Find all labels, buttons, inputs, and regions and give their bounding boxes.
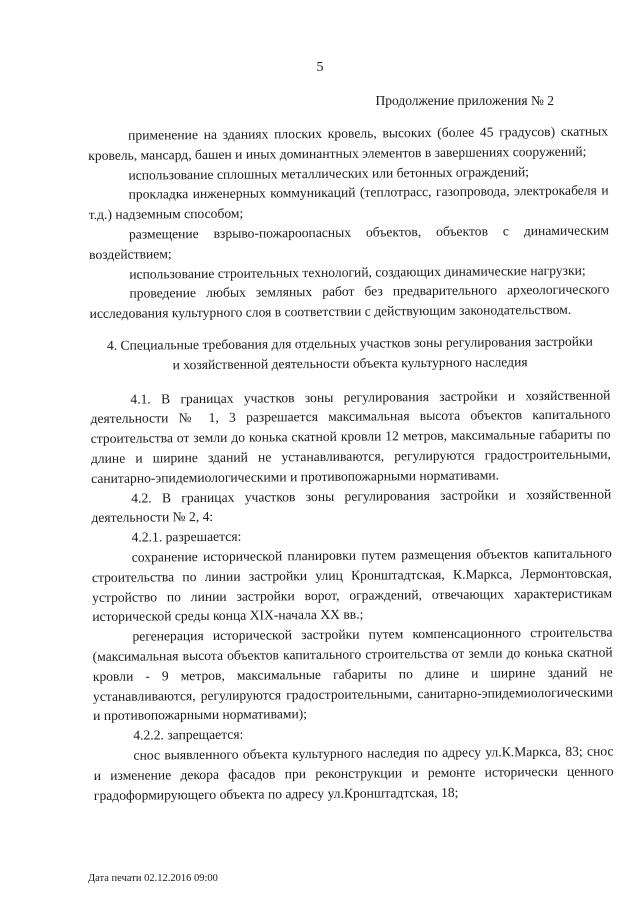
document-body (88, 121, 614, 805)
continuation-label: Продолжение приложения № 2 (375, 93, 554, 108)
paragraph: прокладка инженерных коммуникаций (теплотрасс, газопровода, электрокабеля и т.д.) надземным способом; (88, 182, 609, 223)
paragraph: 4.2. В границах участков зоны регулирования застройки и хозяйственной деятельности № 2, 4: (91, 485, 612, 526)
paragraph: размещение взрыво-пожароопасных объектов, объектов с динамическим воздействием; (89, 222, 609, 262)
paragraph: регенерация исторической застройки путем компенсационного строительства (максимальная высота объектов капитального строительства от земли до конька скатной кровли - 9 метров, максимальные габариты по длине и ширине зданий не устанавливаются, регулируются градостроительными, санитарно-эпидемиологическими и противопожарными нормативами); (92, 624, 614, 724)
paragraph: использование строительных технологий, создающих динамические нагрузки; (129, 262, 586, 282)
page-number: 5 (316, 60, 324, 75)
paragraph: применение на зданиях плоских кровель, высоких (более 45 градусов) скатных кровель, мансард, башен и иных доминантных элементов в завершениях сооружений; (88, 123, 609, 163)
paragraph: использование сплошных металлических или бетонных ограждений; (128, 163, 530, 183)
paragraph: 4.1. В границах участков зоны регулирования застройки и хозяйственной деятельности № 1, 3 разрешается максимальная высота объектов капитального строительства от земли до конька скатной кровли 12 метров, максимальные габариты по длине и ширине зданий не устанавливаются, регулируются градостроительными, санитарно-эпидемиологическими и противопожарными нормативами. (90, 387, 611, 486)
paragraph: 4.2.1. разрешается: (131, 528, 242, 545)
paragraph: сохранение исторической планировки путем размещения объектов капитального строительства по линии застройки улиц Кронштадтская, К.Маркса, Лермонтовская, устройство по линии застройки ворот, ограждений, отвечающих характеристикам исторической среды конца XIX-начала XX вв.; (91, 545, 613, 625)
section-heading: 4. Специальные требования для отдельных участков зоны регулирования застройки и хозяйственной деятельности объекта культурного наследия (106, 333, 593, 373)
paragraph: 4.2.2. запрещается: (133, 726, 244, 743)
paragraph: снос выявленного объекта культурного наследия по адресу ул.К.Маркса, 83; снос и изменение декора фасадов при реконструкции и ремонте исторически ценного градоформирующего объекта по адресу ул.Кронштадтская, 18; (93, 743, 614, 803)
paragraph: проведение любых земляных работ без предварительного археологического исследования культурного слоя в соответствии с действующим законодательством. (89, 281, 610, 322)
print-date: Дата печати 02.12.2016 09:00 (88, 873, 218, 884)
